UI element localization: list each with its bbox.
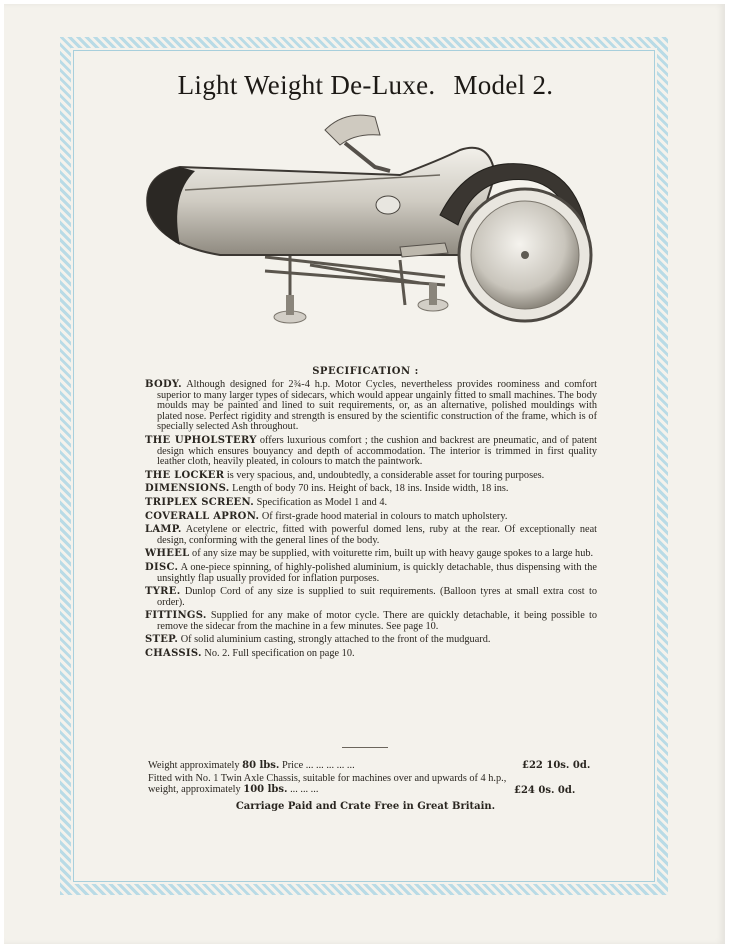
spec-key: THE UPHOLSTERY	[145, 434, 257, 446]
spec-key: TYRE.	[145, 586, 181, 598]
specification-heading: SPECIFICATION :	[312, 366, 419, 377]
price-leader: Price ... ... ... ... ...	[279, 760, 355, 771]
spec-lamp	[145, 525, 597, 546]
divider-rule	[342, 747, 388, 748]
spec-text: A one-piece spinning, of highly-polished aluminium, is quickly detachable, thus dispensing with the unsightly flap usually provided for inflation purposes.	[157, 561, 597, 584]
price-standard	[522, 760, 590, 771]
spec-key: TRIPLEX SCREEN.	[145, 496, 255, 508]
spec-key: THE LOCKER	[145, 469, 225, 481]
spec-coverall-apron	[145, 512, 597, 523]
price-line-standard	[148, 760, 355, 771]
spec-text: of any size may be supplied, with voiturette rim, built up with heavy gauge spokes to a large hub.	[192, 548, 594, 560]
spec-text: Dunlop Cord of any size is supplied to suit requirements. (Balloon tyres at small extra cost to order).	[157, 586, 598, 608]
spec-key: COVERALL APRON.	[145, 510, 260, 522]
spec-wheel	[145, 549, 597, 560]
model-number: Model 2.	[453, 70, 554, 100]
specification-list	[145, 380, 597, 663]
price-text: Fitted with No. 1 Twin Axle Chassis, suitable for machines over and upwards of 4 h.p., weight, approximately	[148, 773, 507, 795]
spec-body	[145, 380, 597, 433]
spec-dimensions	[145, 484, 597, 495]
price-leader: ... ... ...	[287, 784, 319, 795]
price-value: £22 10s. 0d.	[522, 760, 591, 771]
spec-key: STEP.	[145, 634, 179, 646]
spec-text: Specification as Model 1 and 4.	[256, 496, 388, 508]
weight-value: 80 lbs.	[242, 760, 280, 771]
spec-triplex-screen	[145, 498, 597, 509]
spec-text: offers luxurious comfort ; the cushion and backrest are pneumatic, and of patent design which ensures bouyancy and depth of accommodation. The interior is trimmed in first quality leather cloth, heavily pleated, in colours to match the paintwork.	[157, 434, 597, 468]
spec-text: Although designed for 2¾-4 h.p. Motor Cycles, nevertheless provides roominess and comfort superior to many larger types of sidecars, which would appear ungainly fitted to small machines. The body moulds may be painted and lined to suit requirements, or, as an alternative, polished mouldings with plated nose. Perfect rigidity and strength is ensured by the scientific construction of the frame, which is of specially selected Ash throughout.	[157, 379, 598, 433]
price-twin-axle	[514, 785, 575, 796]
spec-text: Of solid aluminium casting, strongly attached to the front of the mudguard.	[180, 634, 491, 646]
weight-value: 100 lbs.	[243, 784, 288, 795]
spec-text: Acetylene or electric, fitted with powerful domed lens, ruby at the rear. Of exceptionally neat design, conforming with the general lines of the body.	[157, 524, 597, 546]
price-value: £24 0s. 0d.	[514, 785, 576, 796]
title-text: Light Weight De-Luxe.	[177, 70, 436, 100]
spec-chassis	[145, 649, 597, 660]
spec-fittings	[145, 611, 597, 632]
price-line-twin-axle	[148, 773, 538, 795]
spec-upholstery	[145, 436, 597, 468]
spec-disc	[145, 563, 597, 584]
sidecar-photo	[140, 105, 600, 343]
spec-key: FITTINGS.	[145, 610, 207, 622]
page-title	[0, 70, 731, 101]
spec-text: Length of body 70 ins. Height of back, 18 ins. Inside width, 18 ins.	[232, 483, 509, 495]
spec-text: Of first-grade hood material in colours to match upholstery.	[261, 510, 508, 522]
price-text: Weight approximately	[148, 760, 243, 771]
spec-key: BODY.	[145, 379, 182, 390]
spec-text: No. 2. Full specification on page 10.	[204, 648, 355, 660]
spec-text: is very spacious, and, undoubtedly, a considerable asset for touring purposes.	[226, 469, 545, 481]
spec-key: LAMP.	[145, 524, 182, 536]
carriage-note: Carriage Paid and Crate Free in Great Britain.	[235, 801, 496, 812]
spec-key: DISC.	[145, 561, 179, 573]
spec-text: Supplied for any make of motor cycle. There are quickly detachable, it being possible to remove the sidecar from the machine in a few minutes. See page 10.	[157, 610, 597, 632]
spec-step	[145, 635, 597, 646]
spec-key: CHASSIS.	[145, 648, 202, 660]
spec-key: DIMENSIONS.	[145, 483, 230, 495]
spec-locker	[145, 471, 597, 482]
spec-tyre	[145, 587, 597, 608]
spec-key: WHEEL	[145, 548, 190, 560]
